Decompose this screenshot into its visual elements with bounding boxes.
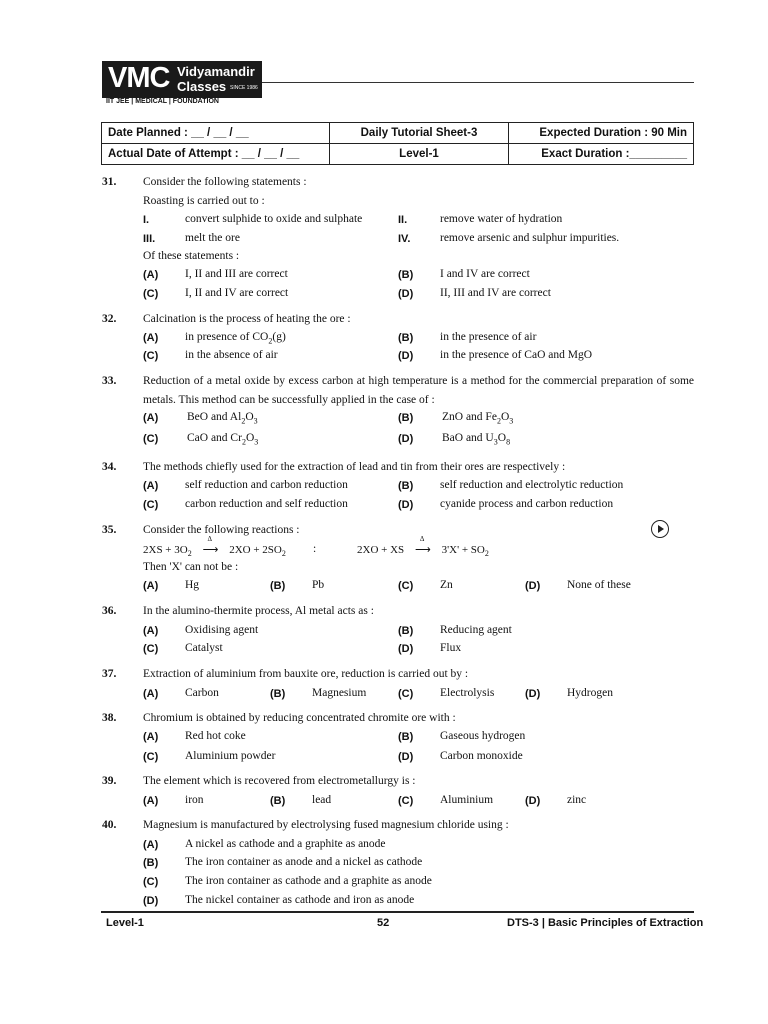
option-a: Hg — [185, 579, 200, 591]
question-number: 39. — [102, 775, 117, 787]
logo-line1: Vidyamandir — [177, 64, 255, 79]
reaction-2: 2XO + XS ⟶ Δ $3'X' + SO_2$ — [357, 535, 489, 559]
footer-level: Level-1 — [106, 917, 144, 929]
actual-date: Actual Date of Attempt : __ / __ / __ — [102, 144, 330, 165]
question-number: 35. — [102, 524, 117, 536]
footer-chapter: DTS-3 | Basic Principles of Extraction — [507, 917, 704, 929]
question-stem: Reduction of a metal oxide by excess carbon at high temperature is a method for the commercial preparation of some metals. This method can be successfully applied in the case of : — [143, 375, 694, 406]
option-label: (A) — [143, 795, 159, 807]
option-label: (D) — [525, 580, 541, 592]
option-b: Magnesium — [312, 687, 367, 699]
page-number: 52 — [377, 917, 390, 929]
option-b: The iron container as anode and a nickel as cathode — [185, 856, 423, 868]
option-label: (D) — [398, 433, 414, 445]
option-label: (B) — [270, 688, 286, 700]
statement: remove arsenic and sulphur impurities. — [440, 232, 620, 244]
option-label: (C) — [398, 795, 414, 807]
option-label: (B) — [270, 580, 286, 592]
option-a: BeO and $Al_2O_3$ — [187, 411, 258, 426]
option-label: (D) — [398, 350, 414, 362]
question-stem: Consider the following reactions : — [143, 524, 300, 536]
option-label: (B) — [398, 332, 414, 344]
option-b: Pb — [312, 579, 325, 591]
option-label: (D) — [398, 751, 414, 763]
question-number: 32. — [102, 313, 117, 325]
option-label: (A) — [143, 412, 159, 424]
option-a: A nickel as cathode and a graphite as anode — [185, 838, 386, 850]
option-a: Oxidising agent — [185, 624, 259, 636]
option-label: (B) — [270, 795, 286, 807]
question-substem: Then 'X' can not be : — [143, 561, 239, 573]
option-label: (B) — [398, 731, 414, 743]
brand-logo — [102, 61, 262, 98]
date-planned: Date Planned : __ / __ / __ — [102, 123, 330, 144]
option-label: (C) — [398, 580, 414, 592]
option-label: (C) — [143, 499, 159, 511]
option-b: I and IV are correct — [440, 268, 530, 280]
option-c: Aluminium — [440, 794, 494, 806]
option-b: lead — [312, 794, 332, 806]
option-a: Carbon — [185, 687, 219, 699]
option-c: Electrolysis — [440, 687, 495, 699]
question-number: 33. — [102, 375, 117, 387]
expected-duration: Expected Duration : 90 Min — [509, 123, 694, 144]
option-label: (D) — [143, 895, 159, 907]
question-number: 40. — [102, 819, 117, 831]
option-label: (B) — [143, 857, 159, 869]
question-stem: Calcination is the process of heating the ore : — [143, 313, 351, 325]
statement-label: I. — [143, 214, 150, 226]
option-c: carbon reduction and self reduction — [185, 498, 348, 510]
question-stem: In the alumino-thermite process, Al metal acts as : — [143, 605, 374, 617]
option-d: Hydrogen — [567, 687, 613, 699]
play-icon[interactable] — [651, 520, 669, 538]
option-a: self reduction and carbon reduction — [185, 479, 348, 491]
reaction-separator: : — [313, 543, 317, 555]
option-c: CaO and $Cr_2O_3$ — [187, 432, 259, 447]
question-stem: The element which is recovered from electrometallurgy is : — [143, 775, 416, 787]
exact-duration: Exact Duration :_________ — [509, 144, 694, 165]
option-d: zinc — [567, 794, 587, 806]
option-b: in the presence of air — [440, 331, 537, 343]
question-stem: Consider the following statements : — [143, 176, 307, 188]
header-rule — [262, 82, 694, 83]
option-a: I, II and III are correct — [185, 268, 288, 280]
option-label: (D) — [525, 795, 541, 807]
option-c: The iron container as cathode and a graphite as anode — [185, 875, 432, 887]
option-d: Carbon monoxide — [440, 750, 523, 762]
option-b: ZnO and $Fe_2O_3$ — [442, 411, 514, 426]
question-number: 36. — [102, 605, 117, 617]
option-label: (C) — [143, 350, 159, 362]
option-label: (A) — [143, 332, 159, 344]
statement-label: II. — [398, 214, 408, 226]
option-label: (D) — [398, 499, 414, 511]
option-c: Aluminium powder — [185, 750, 276, 762]
option-c: Zn — [440, 579, 453, 591]
logo-line2: Classes — [177, 79, 227, 94]
option-a: iron — [185, 794, 204, 806]
option-label: (D) — [398, 288, 414, 300]
option-label: (D) — [398, 643, 414, 655]
question-stem: The methods chiefly used for the extraction of lead and tin from their ores are respectively : — [143, 461, 566, 473]
option-label: (C) — [143, 433, 159, 445]
question-stem: Extraction of aluminium from bauxite ore, reduction is carried out by : — [143, 668, 469, 680]
option-b: Gaseous hydrogen — [440, 730, 526, 742]
option-label: (A) — [143, 269, 159, 281]
question-substem: Roasting is carried out to : — [143, 195, 265, 207]
reaction-1: $2XS + 3O_2$ ⟶ Δ $2XO + 2SO_2$ — [143, 535, 286, 559]
option-c: in the absence of air — [185, 349, 278, 361]
option-label: (B) — [398, 412, 414, 424]
option-label: (A) — [143, 688, 159, 700]
logo-since: SINCE 1986 — [230, 85, 258, 91]
option-label: (A) — [143, 580, 159, 592]
option-label: (C) — [143, 876, 159, 888]
option-b: Reducing agent — [440, 624, 512, 636]
statement-label: IV. — [398, 233, 411, 245]
option-d: in the presence of CaO and MgO — [440, 349, 593, 361]
question-number: 31. — [102, 176, 117, 188]
option-label: (A) — [143, 839, 159, 851]
statement: melt the ore — [185, 232, 240, 244]
sheet-title: Daily Tutorial Sheet-3 — [330, 123, 509, 144]
option-label: (D) — [525, 688, 541, 700]
option-label: (C) — [143, 751, 159, 763]
statement-label: III. — [143, 233, 156, 245]
option-label: (B) — [398, 480, 414, 492]
question-stem: Chromium is obtained by reducing concentrated chromite ore with : — [143, 712, 456, 724]
logo-brand: VMC — [108, 62, 170, 94]
statement: convert sulphide to oxide and sulphate — [185, 213, 363, 225]
option-label: (C) — [143, 288, 159, 300]
option-d: None of these — [567, 579, 631, 591]
option-label: (C) — [398, 688, 414, 700]
option-a: Red hot coke — [185, 730, 246, 742]
option-d: cyanide process and carbon reduction — [440, 498, 614, 510]
option-b: self reduction and electrolytic reduction — [440, 479, 624, 491]
option-d: The nickel container as cathode and iron as anode — [185, 894, 415, 906]
option-c: Catalyst — [185, 642, 223, 654]
option-label: (B) — [398, 269, 414, 281]
level: Level-1 — [330, 144, 509, 165]
option-a: in presence of $CO_2(g)$ — [185, 331, 286, 346]
option-label: (A) — [143, 731, 159, 743]
option-label: (A) — [143, 625, 159, 637]
option-label: (A) — [143, 480, 159, 492]
option-d: Flux — [440, 642, 462, 654]
option-d: BaO and $U_3O_8$ — [442, 432, 511, 447]
question-number: 38. — [102, 712, 117, 724]
footer-rule — [101, 911, 694, 913]
header-table — [101, 122, 694, 165]
option-d: II, III and IV are correct — [440, 287, 551, 299]
question-substem: Of these statements : — [143, 250, 240, 262]
statement: remove water of hydration — [440, 213, 563, 225]
option-c: I, II and IV are correct — [185, 287, 289, 299]
question-number: 34. — [102, 461, 117, 473]
option-label: (C) — [143, 643, 159, 655]
question-number: 37. — [102, 668, 117, 680]
option-label: (B) — [398, 625, 414, 637]
logo-tagline: IIT JEE | MEDICAL | FOUNDATION — [106, 98, 219, 105]
question-stem: Magnesium is manufactured by electrolysing fused magnesium chloride using : — [143, 819, 509, 831]
